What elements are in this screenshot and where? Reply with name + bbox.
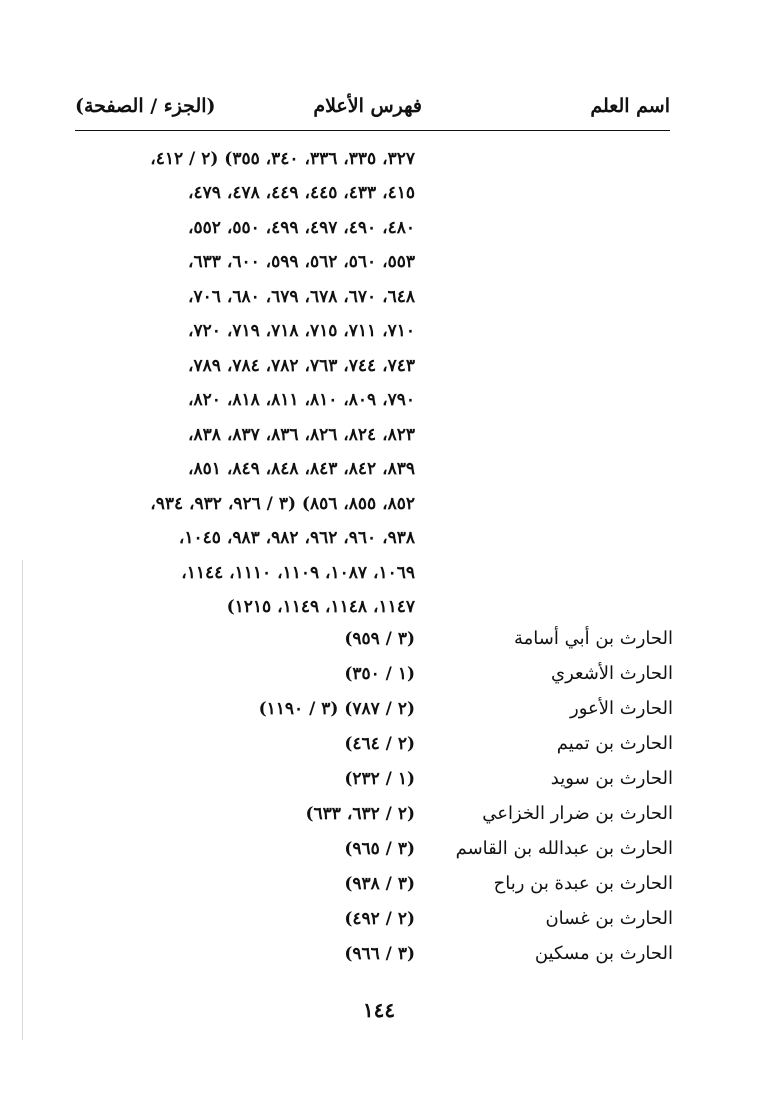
continuation-line: ٧٩٠، ٨٠٩، ٨١٠، ٨١١، ٨١٨، ٨٢٠، bbox=[188, 390, 415, 410]
entry-name: الحارث بن تميم bbox=[556, 733, 673, 754]
index-entry bbox=[0, 799, 758, 833]
header-name-column: اسم العلم bbox=[590, 95, 670, 117]
continuation-line: ٥٥٣، ٥٦٠، ٥٦٢، ٥٩٩، ٦٠٠، ٦٣٣، bbox=[188, 252, 415, 272]
continuation-line: ٨٢٣، ٨٢٤، ٨٢٦، ٨٣٦، ٨٣٧، ٨٣٨، bbox=[188, 425, 415, 445]
index-entry bbox=[0, 624, 758, 658]
index-entry bbox=[0, 764, 758, 798]
entry-name: الحارث بن أبي أسامة bbox=[514, 628, 673, 649]
entry-reference: (٢ / ٧٨٧) (٣ / ١١٩٠) bbox=[258, 699, 415, 719]
header-reference-column: (الجزء / الصفحة) bbox=[75, 95, 216, 117]
entry-name: الحارث بن عبدالله بن القاسم bbox=[455, 838, 673, 859]
entry-reference: (٢ / ٦٣٢، ٦٣٣) bbox=[305, 804, 415, 824]
entry-name: الحارث بن ضرار الخزاعي bbox=[482, 803, 673, 824]
entry-name: الحارث بن سويد bbox=[550, 768, 673, 789]
page-title: فهرس الأعلام bbox=[313, 95, 422, 117]
entry-name: الحارث الأشعري bbox=[550, 663, 673, 684]
index-entry bbox=[0, 659, 758, 693]
index-entry bbox=[0, 729, 758, 763]
index-entry bbox=[0, 904, 758, 938]
index-entry bbox=[0, 939, 758, 973]
page-header bbox=[75, 95, 670, 129]
entry-reference: (٣ / ٩٦٥) bbox=[344, 839, 415, 859]
entry-reference: (٢ / ٤٩٢) bbox=[344, 909, 415, 929]
continuation-line: ١١٤٧، ١١٤٨، ١١٤٩، ١٢١٥) bbox=[226, 597, 415, 617]
entry-name: الحارث بن غسان bbox=[545, 908, 673, 929]
index-entry bbox=[0, 834, 758, 868]
continuation-line: ٣٢٧، ٣٣٥، ٣٣٦، ٣٤٠، ٣٥٥) (٢ / ٤١٢، bbox=[150, 149, 415, 169]
entry-reference: (١ / ٢٣٢) bbox=[344, 769, 415, 789]
continuation-line: ٤١٥، ٤٣٣، ٤٤٥، ٤٤٩، ٤٧٨، ٤٧٩، bbox=[188, 183, 415, 203]
continuation-line: ٩٣٨، ٩٦٠، ٩٦٢، ٩٨٢، ٩٨٣، ١٠٤٥، bbox=[178, 528, 415, 548]
continuation-line: ٧١٠، ٧١١، ٧١٥، ٧١٨، ٧١٩، ٧٢٠، bbox=[188, 321, 415, 341]
entry-name: الحارث الأعور bbox=[570, 698, 673, 719]
entry-reference: (٣ / ٩٦٦) bbox=[344, 944, 415, 964]
continuation-line: ٦٤٨، ٦٧٠، ٦٧٨، ٦٧٩، ٦٨٠، ٧٠٦، bbox=[188, 287, 415, 307]
entry-reference: (٣ / ٩٥٩) bbox=[344, 629, 415, 649]
continuation-line: ٧٤٣، ٧٤٤، ٧٦٣، ٧٨٢، ٧٨٤، ٧٨٩، bbox=[188, 356, 415, 376]
entry-name: الحارث بن عبدة بن رباح bbox=[493, 873, 673, 894]
entry-name: الحارث بن مسكين bbox=[534, 943, 673, 964]
continuation-line: ١٠٦٩، ١٠٨٧، ١١٠٩، ١١١٠، ١١٤٤، bbox=[181, 563, 415, 583]
continuation-line: ٨٥٢، ٨٥٥، ٨٥٦) (٣ / ٩٢٦، ٩٣٢، ٩٣٤، bbox=[150, 494, 415, 514]
entry-reference: (٢ / ٤٦٤) bbox=[344, 734, 415, 754]
entry-reference: (٣ / ٩٣٨) bbox=[344, 874, 415, 894]
continuation-line: ٨٣٩، ٨٤٢، ٨٤٣، ٨٤٨، ٨٤٩، ٨٥١، bbox=[188, 459, 415, 479]
continuation-line: ٤٨٠، ٤٩٠، ٤٩٧، ٤٩٩، ٥٥٠، ٥٥٢، bbox=[188, 218, 415, 238]
page-number: ١٤٤ bbox=[362, 998, 396, 1022]
entry-reference: (١ / ٣٥٠) bbox=[344, 664, 415, 684]
index-entry bbox=[0, 694, 758, 728]
index-entry bbox=[0, 869, 758, 903]
header-rule bbox=[75, 130, 670, 131]
